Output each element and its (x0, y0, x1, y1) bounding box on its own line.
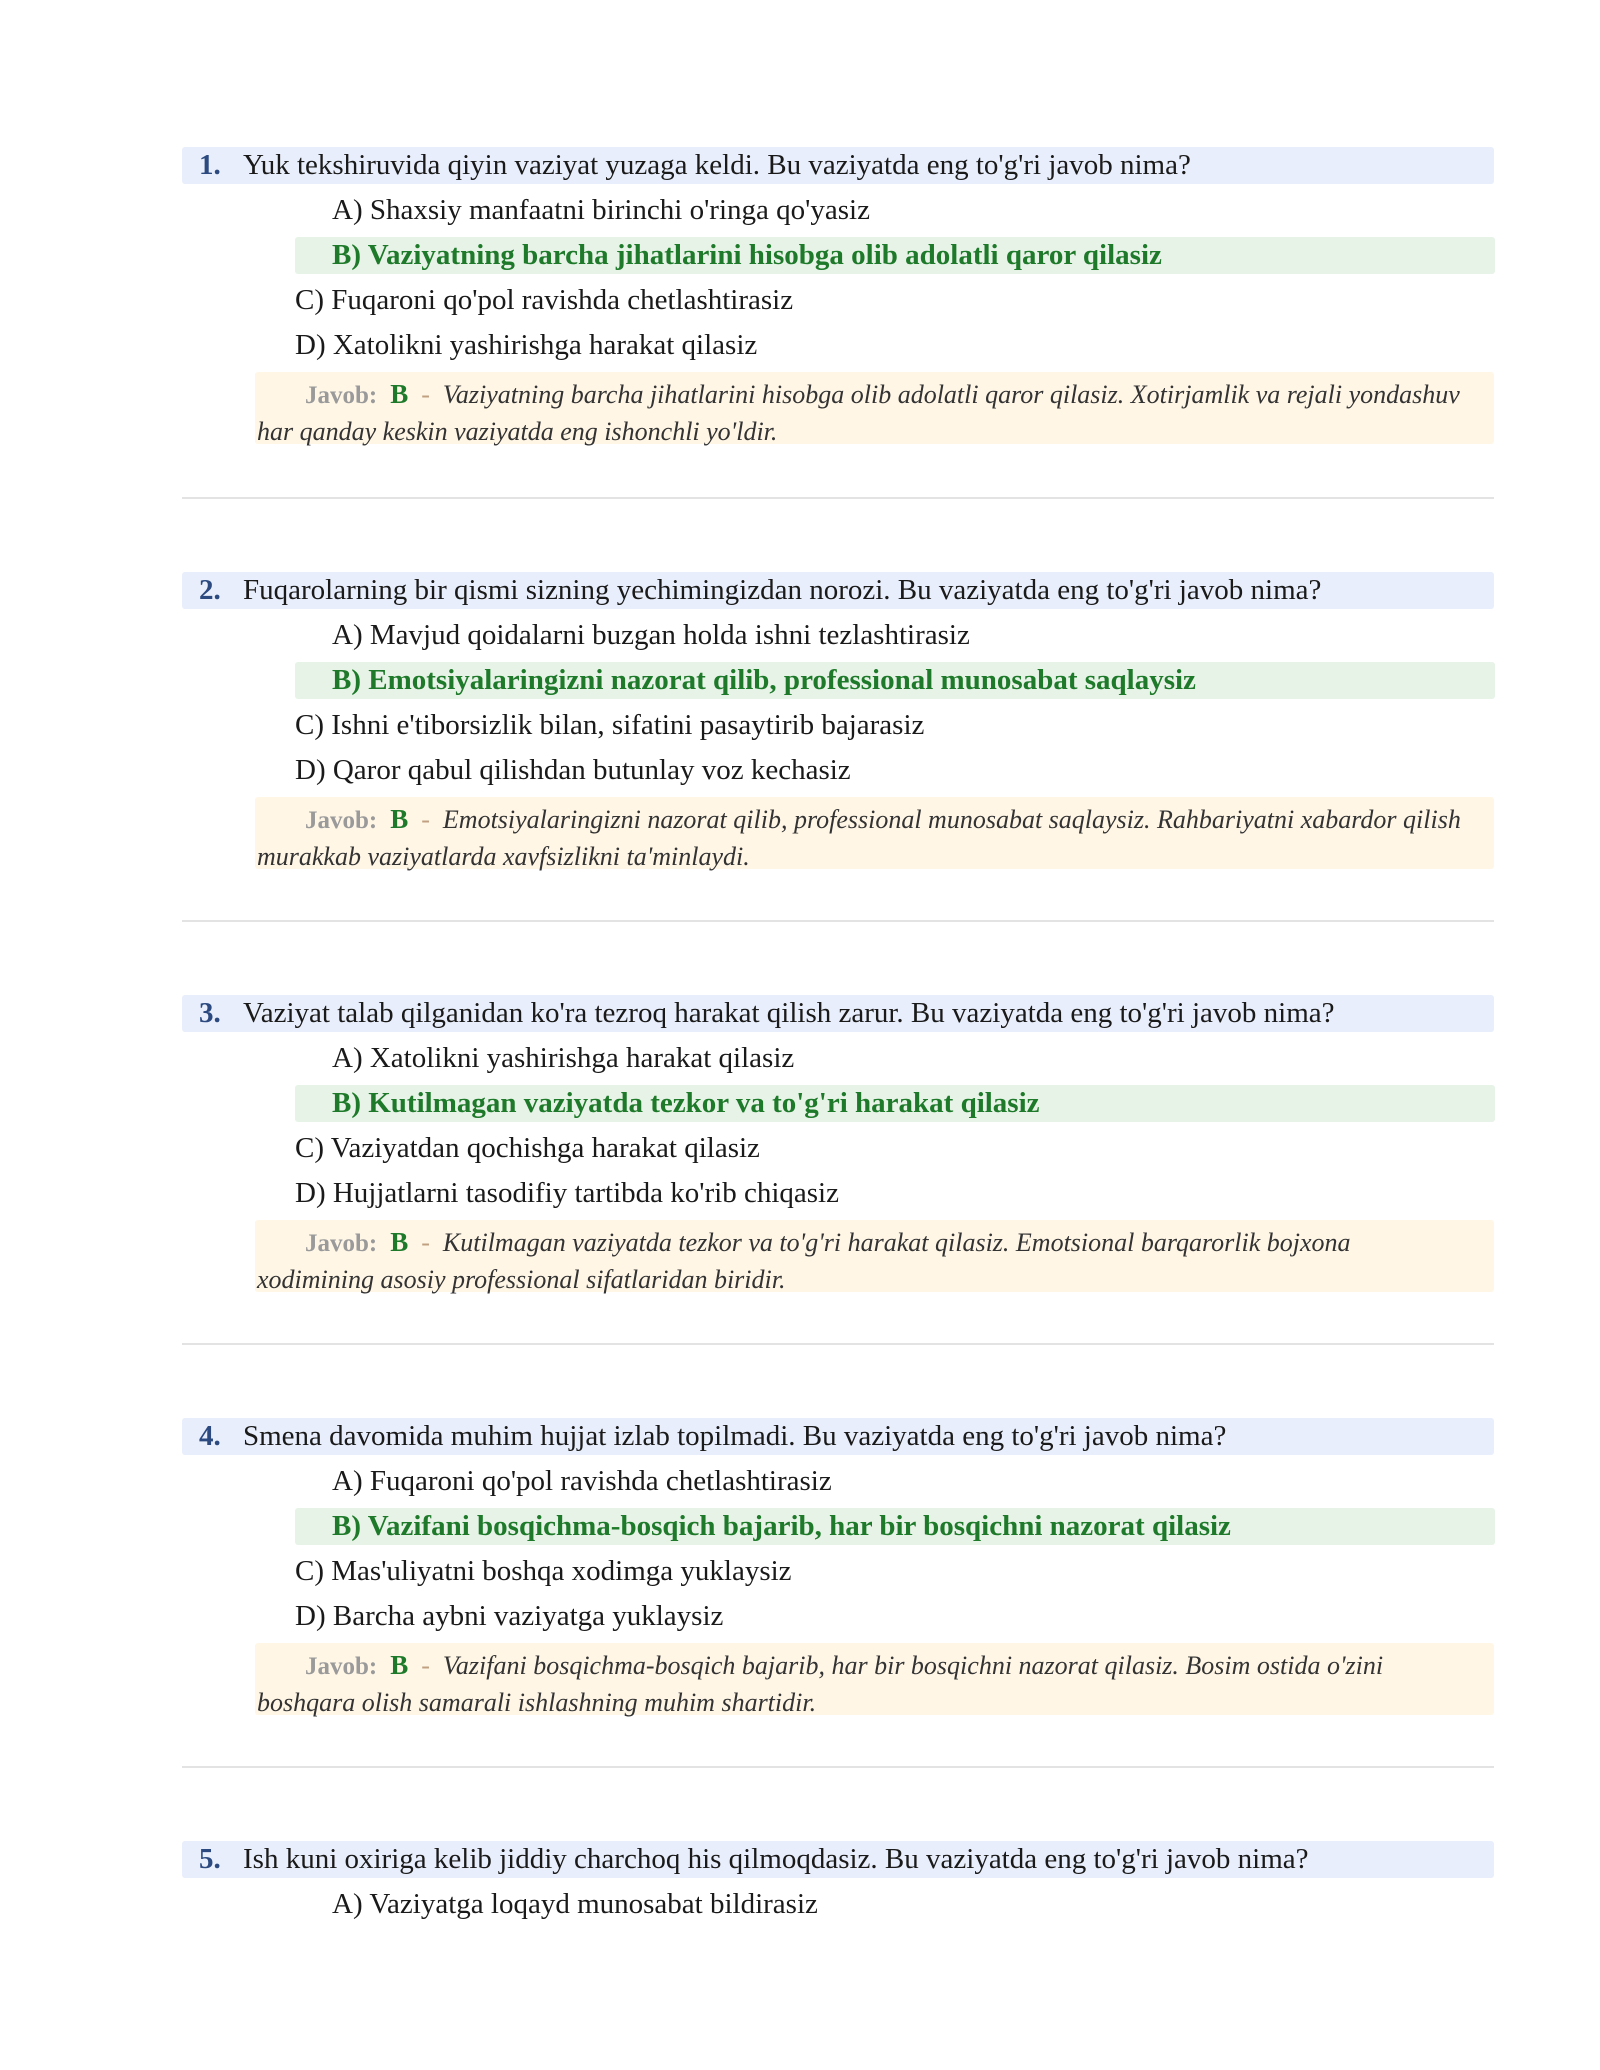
question-divider (182, 1343, 1494, 1345)
option-c: C) Vaziyatdan qochishga harakat qilasiz (295, 1132, 760, 1164)
answer-explanation: Emotsiyalaringizni nazorat qilib, professional munosabat saqlaysiz. Rahbariyatni xabardor qilish murakkab vaziyatlarda xavfsizlikni ta'minlaydi. (257, 805, 1461, 871)
answer-dash: - (421, 805, 430, 834)
question-text: Ish kuni oxiriga kelib jiddiy charchoq his qilmoqdasiz. Bu vaziyatda eng to'g'ri javob nima? (243, 1843, 1309, 1875)
option-b-text: B) Vaziyatning barcha jihatlarini hisobga olib adolatli qaror qilasiz (332, 239, 1162, 271)
question-divider (182, 1766, 1494, 1768)
answer-box (255, 1220, 1494, 1292)
answer-dash: - (421, 1651, 430, 1680)
answer-label: Javob: (305, 1230, 378, 1257)
answer-letter: B (390, 1227, 409, 1257)
option-c: C) Ishni e'tiborsizlik bilan, sifatini pasaytirib bajarasiz (295, 709, 925, 741)
answer-dash: - (421, 380, 430, 409)
option-b-text: B) Vazifani bosqichma-bosqich bajarib, har bir bosqichni nazorat qilasiz (332, 1510, 1231, 1542)
question-header (182, 995, 1494, 1032)
question-header (182, 1418, 1494, 1455)
question-text: Yuk tekshiruvida qiyin vaziyat yuzaga keldi. Bu vaziyatda eng to'g'ri javob nima? (243, 149, 1191, 181)
option-a: A) Fuqaroni qo'pol ravishda chetlashtirasiz (332, 1465, 832, 1497)
option-c: C) Mas'uliyatni boshqa xodimga yuklaysiz (295, 1555, 792, 1587)
option-a: A) Vaziyatga loqayd munosabat bildirasiz (332, 1888, 818, 1920)
question-number: 5. (199, 1843, 221, 1875)
answer-letter: B (390, 804, 409, 834)
option-b-correct (295, 1085, 1495, 1122)
option-a: A) Shaxsiy manfaatni birinchi o'ringa qo'yasiz (332, 194, 870, 226)
option-b-text: B) Kutilmagan vaziyatda tezkor va to'g'ri harakat qilasiz (332, 1087, 1040, 1119)
option-d: D) Xatolikni yashirishga harakat qilasiz (295, 329, 758, 361)
answer-dash: - (421, 1228, 430, 1257)
option-a: A) Mavjud qoidalarni buzgan holda ishni tezlashtirasiz (332, 619, 970, 651)
answer-explanation: Kutilmagan vaziyatda tezkor va to'g'ri harakat qilasiz. Emotsional barqarorlik bojxona xodimining asosiy professional sifatlaridan biridir. (257, 1228, 1351, 1294)
option-d: D) Hujjatlarni tasodifiy tartibda ko'rib chiqasiz (295, 1177, 839, 1209)
answer-letter: B (390, 379, 409, 409)
option-b-correct (295, 1508, 1495, 1545)
question-divider (182, 920, 1494, 922)
option-d: D) Qaror qabul qilishdan butunlay voz kechasiz (295, 754, 851, 786)
answer-box (255, 372, 1494, 444)
answer-explanation: Vazifani bosqichma-bosqich bajarib, har bir bosqichni nazorat qilasiz. Bosim ostida o'zini boshqara olish samarali ishlashning muhim shartidir. (257, 1651, 1384, 1717)
answer-box (255, 797, 1494, 869)
question-text: Fuqarolarning bir qismi sizning yechimingizdan norozi. Bu vaziyatda eng to'g'ri javob nima? (243, 574, 1322, 606)
answer-text (257, 376, 1467, 450)
question-number: 4. (199, 1420, 221, 1452)
option-a: A) Xatolikni yashirishga harakat qilasiz (332, 1042, 795, 1074)
answer-explanation: Vaziyatning barcha jihatlarini hisobga olib adolatli qaror qilasiz. Xotirjamlik va rejali yondashuv har qanday keskin vaziyatda eng ishonchli yo'ldir. (257, 380, 1460, 446)
answer-text (257, 1647, 1467, 1721)
option-b-correct (295, 662, 1495, 699)
option-b-text: B) Emotsiyalaringizni nazorat qilib, professional munosabat saqlaysiz (332, 664, 1196, 696)
option-d: D) Barcha aybni vaziyatga yuklaysiz (295, 1600, 724, 1632)
answer-box (255, 1643, 1494, 1715)
answer-text (257, 1224, 1467, 1298)
answer-label: Javob: (305, 807, 378, 834)
question-header (182, 572, 1494, 609)
answer-letter: B (390, 1650, 409, 1680)
question-number: 1. (199, 149, 221, 181)
question-header (182, 1841, 1494, 1878)
question-text: Smena davomida muhim hujjat izlab topilmadi. Bu vaziyatda eng to'g'ri javob nima? (243, 1420, 1227, 1452)
answer-text (257, 801, 1467, 875)
question-text: Vaziyat talab qilganidan ko'ra tezroq harakat qilish zarur. Bu vaziyatda eng to'g'ri javob nima? (243, 997, 1335, 1029)
question-number: 3. (199, 997, 221, 1029)
option-c: C) Fuqaroni qo'pol ravishda chetlashtirasiz (295, 284, 794, 316)
question-header (182, 147, 1494, 184)
answer-label: Javob: (305, 382, 378, 409)
option-b-correct (295, 237, 1495, 274)
question-divider (182, 497, 1494, 499)
question-number: 2. (199, 574, 221, 606)
answer-label: Javob: (305, 1653, 378, 1680)
